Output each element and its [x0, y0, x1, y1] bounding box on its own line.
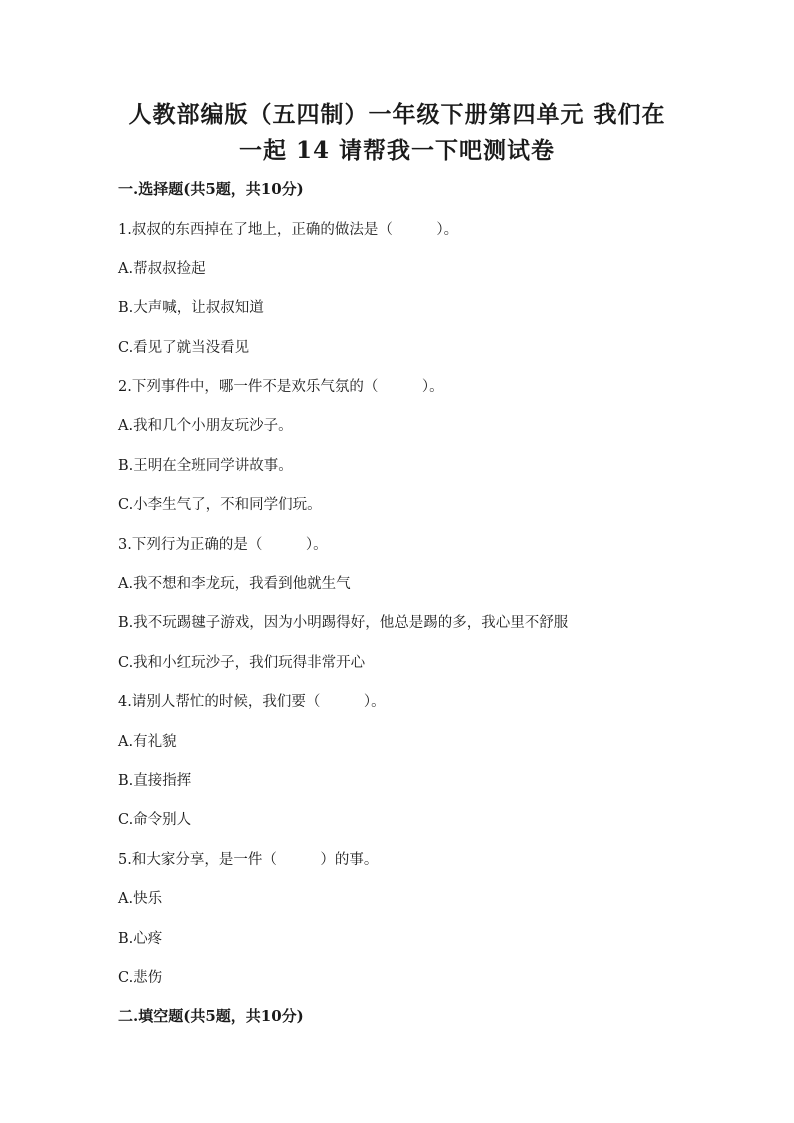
answer-option: B.我不玩踢毽子游戏，因为小明踢得好，他总是踢的多，我心里不舒服 [118, 615, 569, 631]
document-title-line-1: 人教部编版（五四制）一年级下册第四单元 我们在 [128, 101, 666, 128]
section-heading-choice: 一.选择题(共5题，共10分) [118, 180, 304, 198]
answer-option: B.大声喊，让叔叔知道 [118, 300, 264, 316]
question-stem: 1.叔叔的东西掉在了地上，正确的做法是（ ）。 [118, 222, 459, 238]
question-stem: 5.和大家分享，是一件（ ）的事。 [118, 852, 379, 868]
question-stem: 2.下列事件中，哪一件不是欢乐气氛的（ ）。 [118, 379, 444, 395]
answer-option: B.心疼 [118, 931, 163, 947]
answer-option: A.帮叔叔捡起 [118, 261, 206, 277]
answer-option: B.直接指挥 [118, 773, 192, 789]
answer-option: C.看见了就当没看见 [118, 340, 250, 356]
question-stem: 4.请别人帮忙的时候，我们要（ ）。 [118, 694, 386, 710]
answer-option: B.王明在全班同学讲故事。 [118, 458, 293, 474]
answer-option: C.小李生气了，不和同学们玩。 [118, 497, 322, 513]
answer-option: C.悲伤 [118, 970, 163, 986]
question-stem: 3.下列行为正确的是（ ）。 [118, 537, 328, 553]
section-heading-fill-in: 二.填空题(共5题，共10分) [118, 1007, 304, 1025]
answer-option: C.我和小红玩沙子，我们玩得非常开心 [118, 655, 366, 671]
document-title-line-2: 一起 14 请帮我一下吧测试卷 [238, 137, 556, 164]
answer-option: A.有礼貌 [118, 734, 177, 750]
answer-option: A.快乐 [118, 891, 163, 907]
answer-option: A.我和几个小朋友玩沙子。 [118, 418, 293, 434]
answer-option: A.我不想和李龙玩，我看到他就生气 [118, 576, 351, 592]
answer-option: C.命令别人 [118, 812, 192, 828]
